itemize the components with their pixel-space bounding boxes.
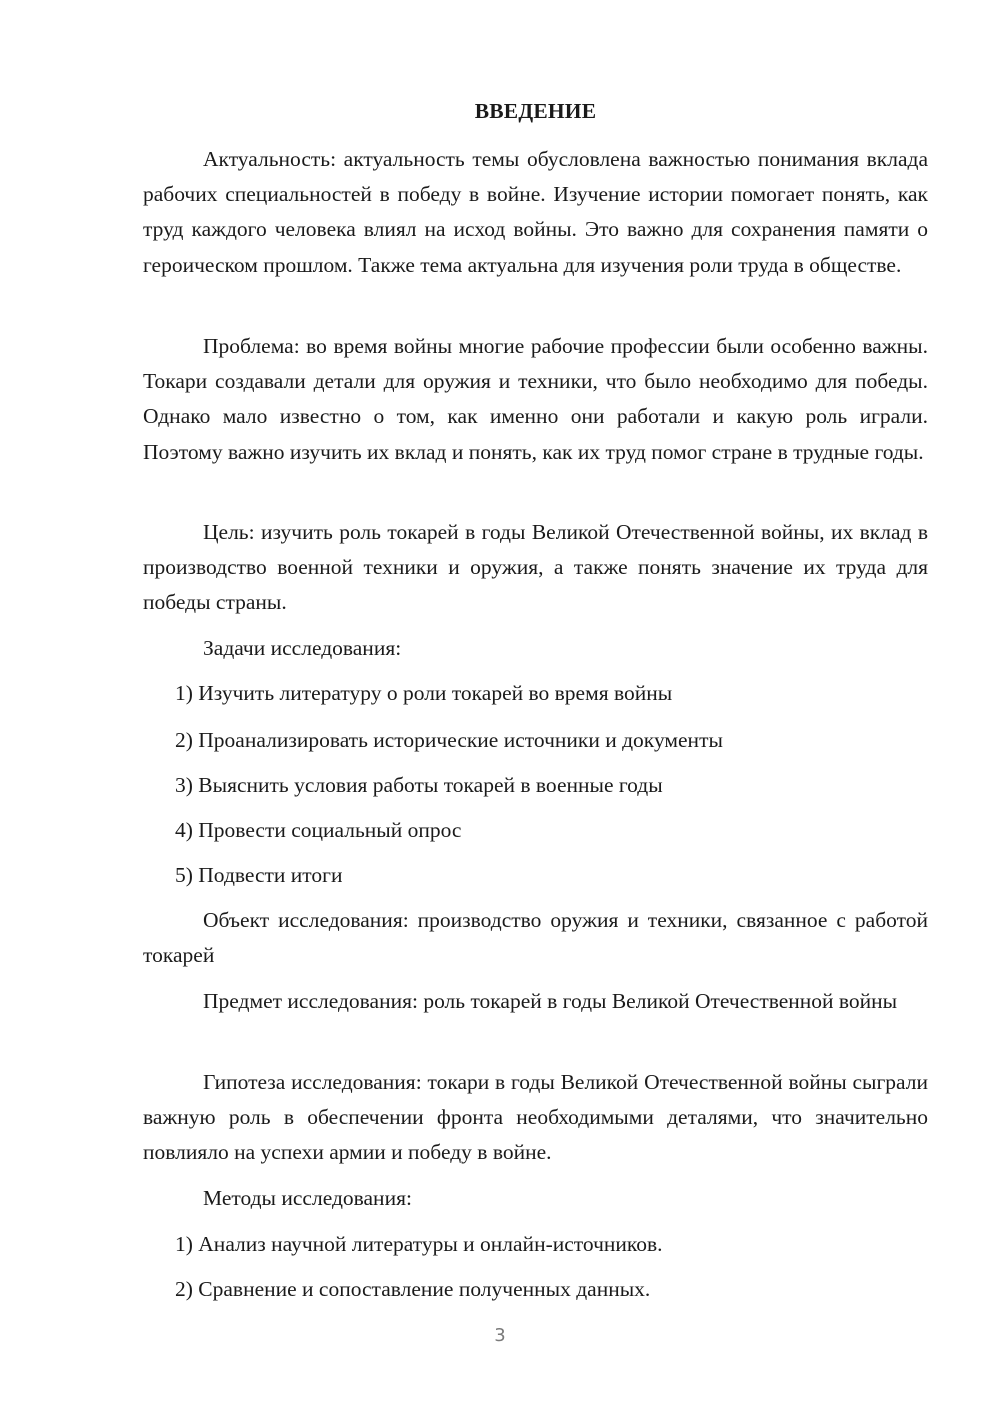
- methods-heading: Методы исследования:: [203, 1186, 412, 1210]
- subject-paragraph: Предмет исследования: роль токарей в годы Великой Отечественной войны: [203, 989, 898, 1013]
- hypothesis-paragraph: Гипотеза исследования: токари в годы Великой Отечественной войны сыграли важную роль в обеспечении фронта необходимыми деталями, что значительно повлияло на успехи армии и победу в войне.: [143, 1070, 928, 1165]
- tasks-heading: Задачи исследования:: [203, 636, 402, 660]
- goal-paragraph: Цель: изучить роль токарей в годы Великой Отечественной войны, их вклад в производство военной техники и оружия, а также понять значение их труда для победы страны.: [143, 520, 928, 615]
- section-title: ВВЕДЕНИЕ: [474, 99, 597, 123]
- method-item-1: 1) Анализ научной литературы и онлайн-источников.: [175, 1232, 663, 1256]
- task-item-2: 2) Проанализировать исторические источники и документы: [175, 728, 723, 752]
- method-item-2: 2) Сравнение и сопоставление полученных данных.: [175, 1277, 651, 1301]
- task-item-4: 4) Провести социальный опрос: [175, 818, 462, 842]
- page-number: 3: [494, 1325, 506, 1346]
- problem-paragraph: Проблема: во время войны многие рабочие профессии были особенно важны. Токари создавали детали для оружия и техники, что было необходимо для победы. Однако мало известно о том, как именно они работали и какую роль играли. Поэтому важно изучить их вклад и понять, как их труд помог стране в трудные годы.: [143, 334, 928, 464]
- task-item-1: 1) Изучить литературу о роли токарей во время войны: [175, 681, 673, 705]
- task-item-3: 3) Выяснить условия работы токарей в военные годы: [175, 773, 663, 797]
- object-paragraph: Объект исследования: производство оружия и техники, связанное с работой токарей: [143, 908, 928, 968]
- task-item-5: 5) Подвести итоги: [175, 863, 343, 887]
- relevance-paragraph: Актуальность: актуальность темы обусловлена важностью понимания вклада рабочих специальностей в победу в войне. Изучение истории помогает понять, как труд каждого человека влиял на исход войны. Это важно для сохранения памяти о героическом прошлом. Также тема актуальна для изучения роли труда в обществе.: [143, 147, 928, 277]
